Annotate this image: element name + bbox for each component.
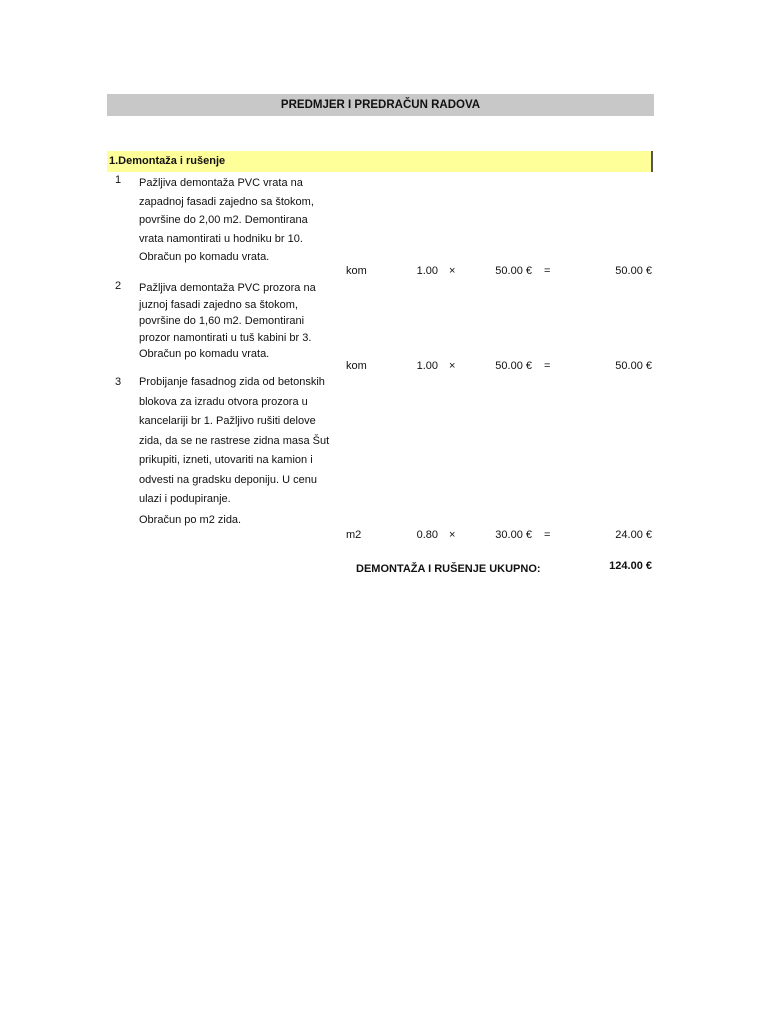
description-line: prikupiti, izneti, utovariti na kamion i bbox=[139, 454, 313, 466]
unit: kom bbox=[346, 265, 367, 277]
description-line: odvesti na gradsku deponiju. U cenu bbox=[139, 473, 317, 486]
description-line: zida, da se ne rastrese zidna masa Šut bbox=[139, 434, 330, 447]
section-total-label: DEMONTAŽA I RUŠENJE UKUPNO: bbox=[356, 563, 541, 575]
page-title: PREDMJER I PREDRAČUN RADOVA bbox=[107, 94, 654, 116]
calculation-basis: Obračun po komadu vrata. bbox=[139, 348, 270, 360]
quantity: 0.80 bbox=[416, 529, 438, 541]
unit: m2 bbox=[346, 529, 362, 541]
amount: 50.00 € bbox=[615, 265, 652, 277]
section-total-value: 124.00 € bbox=[609, 560, 652, 572]
item-description bbox=[139, 174, 334, 267]
description-line: zapadnoj fasadi zajedno sa štokom, bbox=[139, 195, 314, 208]
item-description bbox=[139, 373, 334, 530]
description-line: ulazi i podupiranje. bbox=[139, 493, 231, 505]
multiply-sign: × bbox=[449, 265, 456, 277]
amount: 50.00 € bbox=[615, 360, 652, 372]
description-line: površine do 2,00 m2. Demontirana bbox=[139, 214, 308, 226]
calculation-basis: Obračun po m2 zida. bbox=[139, 513, 242, 526]
calculation-basis: Obračun po komadu vrata. bbox=[139, 251, 270, 263]
multiply-sign: × bbox=[449, 360, 456, 372]
description-line: juznoj fasadi zajedno sa štokom, bbox=[139, 298, 298, 311]
item-number: 3 bbox=[115, 376, 122, 388]
description-line: blokova za izradu otvora prozora u bbox=[139, 395, 308, 408]
description-line: Probijanje fasadnog zida od betonskih bbox=[139, 376, 325, 388]
description-line: vrata namontirati u hodniku br 10. bbox=[139, 232, 303, 245]
item-description bbox=[139, 280, 334, 363]
unit-price: 50.00 € bbox=[495, 360, 532, 372]
multiply-sign: × bbox=[449, 529, 456, 541]
amount: 24.00 € bbox=[615, 529, 652, 541]
item-number: 1 bbox=[115, 174, 122, 186]
equals-sign: = bbox=[544, 265, 551, 277]
description-line: Pažljiva demontaža PVC vrata na bbox=[139, 177, 303, 189]
description-line: površine do 1,60 m2. Demontirani bbox=[139, 315, 305, 327]
description-line: prozor namontirati u tuš kabini br 3. bbox=[139, 331, 312, 344]
unit: kom bbox=[346, 360, 367, 372]
quantity: 1.00 bbox=[416, 360, 438, 372]
item-number: 2 bbox=[115, 280, 122, 292]
unit-price: 50.00 € bbox=[495, 265, 532, 277]
description-line: Pažljiva demontaža PVC prozora na bbox=[139, 282, 316, 294]
description-line: kancelariji br 1. Pažljivo rušiti delove bbox=[139, 415, 316, 427]
section-header: 1.Demontaža i rušenje bbox=[107, 151, 653, 172]
equals-sign: = bbox=[544, 360, 551, 372]
equals-sign: = bbox=[544, 529, 551, 541]
unit-price: 30.00 € bbox=[495, 529, 532, 541]
quantity: 1.00 bbox=[416, 265, 438, 277]
